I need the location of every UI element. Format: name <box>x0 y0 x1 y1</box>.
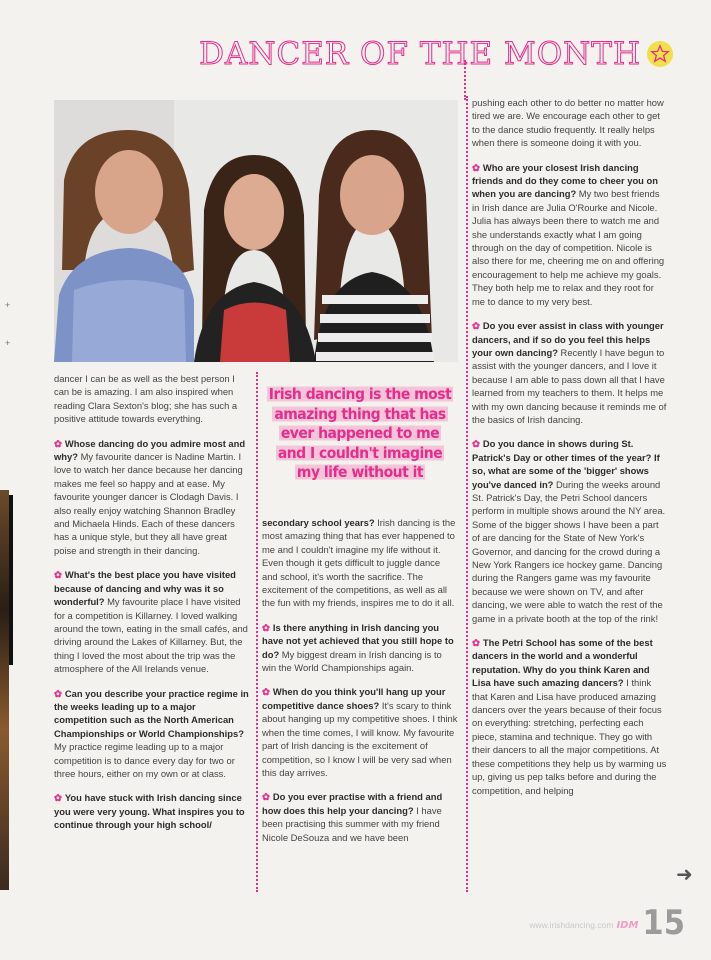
footer-url: www.irishdancing.com <box>529 920 614 930</box>
question: When do you think you'll hang up your competitive dance shoes? <box>262 686 446 711</box>
flower-bullet-icon: ✿ <box>54 792 62 804</box>
left-edge-strip <box>0 490 9 890</box>
page-number: 15 <box>642 903 685 943</box>
flower-bullet-icon: ✿ <box>262 791 270 803</box>
qa-block <box>54 791 250 831</box>
question: secondary school years? <box>262 517 375 528</box>
question: Do you dance in shows during St. Patrick's Day or other times of the year? If so, what are some of the 'bigger' shows you've danced in? <box>472 438 660 490</box>
qa-block <box>472 636 668 797</box>
flower-bullet-icon: ✿ <box>472 637 480 649</box>
pull-quote-line: Irish dancing is the most <box>268 385 452 403</box>
text-column-3 <box>472 96 668 808</box>
flower-bullet-icon: ✿ <box>262 621 270 633</box>
answer: Recently I have begun to assist with the younger dancers, and I love it because I am able to pass down all that I have learned from my teachers to them. It helps me with my own dancing because it reminds me of the basics of Irish dancing. <box>472 346 667 425</box>
qa-block <box>262 790 458 844</box>
qa-block <box>54 568 250 675</box>
question: Can you describe your practice regime in the weeks leading up to a major competition such as the North American Championships or World Championships? <box>54 687 249 739</box>
flower-bullet-icon: ✿ <box>54 437 62 449</box>
flower-bullet-icon: ✿ <box>472 438 480 450</box>
pull-quote-line: amazing thing that has <box>274 404 446 423</box>
pull-quote <box>262 385 458 483</box>
answer: My biggest dream in Irish dancing is to win the World Championships again. <box>262 648 442 674</box>
text-column-2 <box>262 516 458 855</box>
qa-block <box>54 437 250 558</box>
question: Is there anything in Irish dancing you have not yet achieved that you still hope to do? <box>262 621 454 660</box>
page-footer <box>529 903 685 943</box>
answer: Irish dancing is the most amazing thing that has ever happened to me and I couldn't imagine my life without it. Even though it gets difficult to juggle dance and school, it's worth the sacrifice. The excitement of the competitions, as well as all the fun with my friends, inspires me to do it all. <box>262 517 456 609</box>
qa-block <box>262 516 458 610</box>
answer: My two best friends in Irish dance are Julia O'Rourke and Nicole. Julia has always been there to watch me and she understands exactly what I am going through on the day of competition. Nicole is also there for me, cheering me on and offering encouragement to help me achieve my goals. They both help me to relax and they root for me to dance to my very best. <box>472 188 665 307</box>
left-edge-shadow <box>9 495 13 665</box>
qa-block <box>54 687 250 781</box>
answer-continued: pushing each other to do better no matter how tired we are. We encourage each other to get to the dance studio frequently. It really helps when there is someone doing it with you. <box>472 97 664 149</box>
qa-block <box>472 319 668 426</box>
qa-block <box>472 161 668 308</box>
magazine-logo: IDM <box>616 920 639 931</box>
answer: My practice regime leading up to a major competition is to dance every day for two or three hours, either on my own or at class. <box>54 741 235 779</box>
dancer-photo <box>54 100 458 362</box>
question: You have stuck with Irish dancing since you were very young. What inspires you to continue through your high school/ <box>54 792 245 831</box>
question: Whose dancing do you admire most and why? <box>54 437 246 463</box>
column-divider <box>256 372 258 892</box>
question: The Petri School has some of the best dancers in the world and a wonderful reputation. Why do you think Karen and Lisa have such amazing dancers? <box>472 637 653 689</box>
column-divider <box>464 60 466 100</box>
qa-block <box>472 437 668 625</box>
registration-mark: + <box>5 338 11 348</box>
qa-block <box>262 621 458 675</box>
flower-bullet-icon: ✿ <box>262 686 270 698</box>
answer: I have been practising this summer with my friend Nicole DeSouza and we have been <box>262 804 442 843</box>
column-divider <box>466 96 468 892</box>
answer: It's scary to think about hanging up my competitive shoes. I think when the time comes, I will know. My favourite part of Irish dancing is the excitement of competition, so I know I will be very sad when this day arrives. <box>262 699 458 778</box>
answer: I think that Karen and Lisa have produced amazing dancers over the years because of their focus on everything: stretching, perfecting each piece, stamina and technique. They go with their dancers to all the major competitions. At these competitions they help us by warming us up, giving us pep talks before and during the competition, and helping <box>472 677 667 796</box>
question: Do you ever practise with a friend and how does this help your dancing? <box>262 791 443 816</box>
section-title: DANCER OF THE MONTH <box>199 36 641 72</box>
flower-bullet-icon: ✿ <box>472 161 480 173</box>
arrow-right-icon: ➜ <box>676 864 693 886</box>
registration-mark: + <box>5 300 11 310</box>
question: Do you ever assist in class with younger dancers, and if so do you feel this helps your own dancing? <box>472 320 664 358</box>
question: What's the best place you have visited because of dancing and why was it so wonderful? <box>54 569 236 608</box>
flower-bullet-icon: ✿ <box>54 569 62 581</box>
section-header <box>199 36 673 72</box>
pull-quote-line: and I couldn't imagine <box>277 443 443 462</box>
answer: My favourite dancer is Nadine Martin. I love to watch her dance because her dancing makes me feel so happy and at ease. My favourite younger dancer is Clodagh Davis. I also really enjoy watching Shannon Bradley and Michaela Hinds. Each of these dancers has a unique style, but they all have great poise and strength in their dancing. <box>54 451 243 556</box>
answer: During the weeks around St. Patrick's Day, the Petri School dancers perform in multiple shows around the NY area. Some of the bigger shows I have been a part of are dancing for the State of New York's Governor, and dancing for the crowd during a New York Rangers ice hockey game. Dancing during the Rangers game was my favourite because we were shown on TV, and after dancing, we were able to watch the rest of the game in a private booth at the top of the rink! <box>472 478 666 624</box>
flower-bullet-icon: ✿ <box>54 687 62 699</box>
pull-quote-line: my life without it <box>296 463 424 481</box>
star-icon <box>647 41 673 67</box>
qa-block <box>262 685 458 779</box>
answer: My favourite place I have visited for a competition is Killarney. I loved walking around the town, eating in the small cafés, and driving around the Lakes of Killarney. But, the thing I loved the most about the trip was the atmosphere of the All Irelands venue. <box>54 596 248 675</box>
text-column-1 <box>54 372 250 843</box>
intro-paragraph: dancer I can be as well as the best person I can be is amazing. I am also inspired when reading Clara Sexton's blog; she has such a positive attitude towards everything. <box>54 373 238 425</box>
flower-bullet-icon: ✿ <box>472 320 480 332</box>
question: Who are your closest Irish dancing friends and do they come to cheer you on when you are dancing? <box>472 161 658 200</box>
pull-quote-line: ever happened to me <box>280 424 440 442</box>
